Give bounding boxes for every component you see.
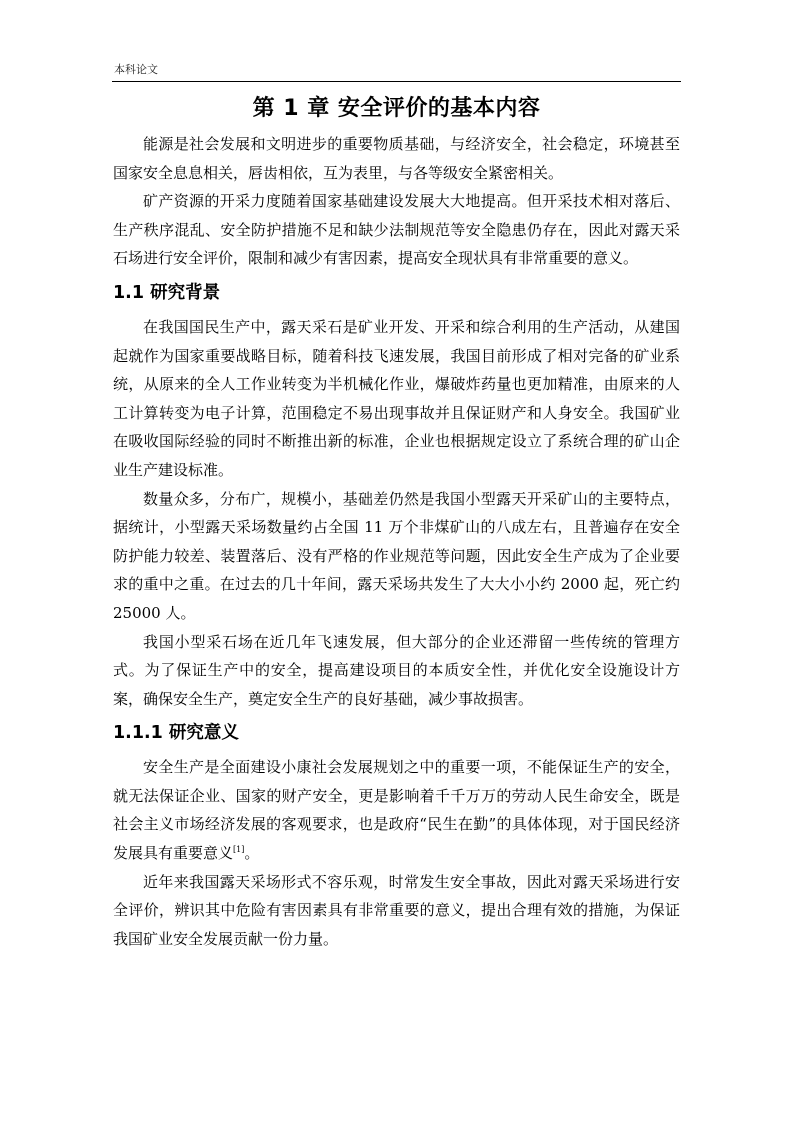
intro-paragraph-1: 能源是社会发展和文明进步的重要物质基础，与经济安全，社会稳定，环境甚至国家安全息息相关，唇齿相依，互为表里，与各等级安全紧密相关。 [113, 135, 680, 182]
citation-ref-1: [1] [233, 845, 245, 855]
significance-paragraph-1 [113, 753, 680, 867]
significance-paragraph-1-text: 安全生产是全面建设小康社会发展规划之中的重要一项，不能保证生产的安全，就无法保证企业、国家的财产安全，更是影响着千千万万的劳动人民生命安全，既是社会主义市场经济发展的客观要求，也是政府“民生在勤”的具体体现，对于国民经济发展具有重要意义 [113, 758, 680, 863]
section-heading-1-1: 1.1 研究背景 [113, 282, 221, 303]
document-body [113, 88, 680, 953]
significance-paragraph-1-end: 。 [244, 844, 260, 863]
running-header: 本科论文 [114, 63, 158, 76]
significance-paragraph-2: 近年来我国露天采场形式不容乐观，时常发生安全事故，因此对露天采场进行安全评价，辨识其中危险有害因素具有非常重要的意义，提出合理有效的措施，为保证我国矿业安全发展贡献一份力量。 [113, 872, 680, 948]
intro-paragraph-2: 矿产资源的开采力度随着国家基础建设发展大大地提高。但开采技术相对落后、生产秩序混乱、安全防护措施不足和缺少法制规范等安全隐患仍存在，因此对露天采石场进行安全评价，限制和减少有害因素，提高安全现状具有非常重要的意义。 [113, 192, 680, 268]
chapter-title: 第 1 章 安全评价的基本内容 [252, 96, 541, 121]
section-heading-1-1-1: 1.1.1 研究意义 [113, 723, 239, 744]
background-paragraph-3: 我国小型采石场在近几年飞速发展，但大部分的企业还滞留一些传统的管理方式。为了保证生产中的安全，提高建设项目的本质安全性，并优化安全设施设计方案，确保安全生产，奠定安全生产的良好基础，减少事故损害。 [113, 632, 680, 708]
header-divider [112, 81, 681, 82]
background-paragraph-1: 在我国国民生产中，露天采石是矿业开发、开采和综合利用的生产活动，从建国起就作为国家重要战略目标，随着科技飞速发展，我国目前形成了相对完备的矿业系统，从原来的全人工作业转变为半机械化作业，爆破炸药量也更加精准，由原来的人工计算转变为电子计算，范围稳定不易出现事故并且保证财产和人身安全。我国矿业在吸收国际经验的同时不断推出新的标准，企业也根据规定设立了系统合理的矿山企业生产建设标准。 [113, 317, 680, 479]
background-paragraph-2: 数量众多，分布广，规模小，基础差仍然是我国小型露天开采矿山的主要特点，据统计，小型露天采场数量约占全国 11 万个非煤矿山的八成左右，且普遍存在安全防护能力较差、装置落后、没有严格的作业规范等问题，因此安全生产成为了企业要求的重中之重。在过去的几十年间，露天采场共发生了大大小小约 2000 起，死亡约 25000 人。 [113, 489, 680, 622]
